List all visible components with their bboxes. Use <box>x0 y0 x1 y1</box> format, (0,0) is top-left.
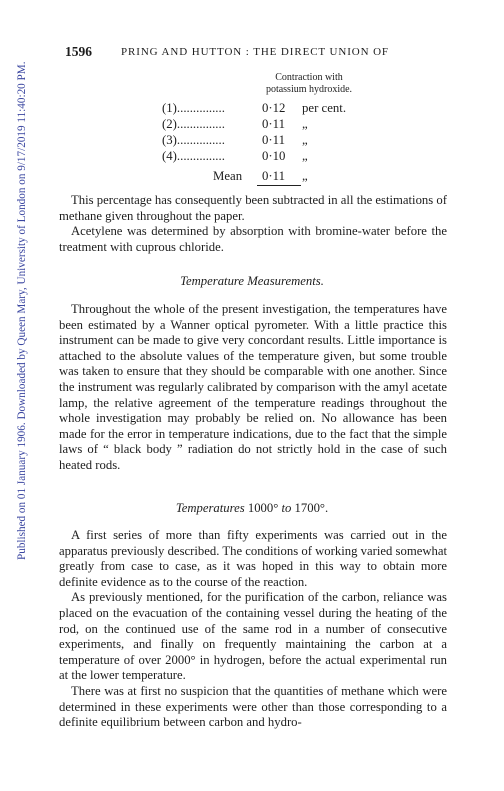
mean-unit: „ <box>302 169 308 183</box>
paragraph: This percentage has consequently been subtracted in all the estimations of methane given throughout the paper. <box>59 193 447 223</box>
running-head: PRING AND HUTTON : THE DIRECT UNION OF <box>121 46 389 58</box>
intro-paragraphs <box>59 193 447 255</box>
paragraph: Throughout the whole of the present investigation, the temperatures have been estimated by a Wanner optical pyrometer. With a little practice this instrument can be made to give very concordant results. Little importance is attached to the absolute values of the temperature given, but some trouble was taken to ensure that they should be comparable with one another. Since the instrument was regularly calibrated by comparison with the amyl acetate lamp, the relative agreement of the temperature readings throughout the whole investigation may probably be relied on. No allowance has been made for the error in temperature indications, due to the fact that the simple laws of “ black body ” radiation do not strictly hold in the case of such heated rods. <box>59 302 447 472</box>
paragraph: There was at first no suspicion that the quantities of methane which were determined in these experiments were other than those corresponding to a definite equilibrium between carbon and hydro- <box>59 683 447 730</box>
mean-row <box>0 169 504 185</box>
table-header-line-1: Contraction with <box>275 72 343 83</box>
row-unit: „ <box>302 149 308 163</box>
paragraph: A first series of more than fifty experiments was carried out in the apparatus previously described. The conditions of working varied somewhat greatly from case to case, as it was hoped in this way to obtain more definite evidence as to the course of the reaction. <box>59 528 447 589</box>
paragraph: As previously mentioned, for the purification of the carbon, reliance was placed on the evacuation of the containing vessel during the heating of the rod, on the continued use of the same rod in a number of consecutive experiments, and finally on frequently maintaining the carbon at a temperature of over 2000° in hydrogen, before the actual experimental run at the lower temperature. <box>59 590 447 683</box>
subsection-heading <box>0 501 504 516</box>
table-row <box>0 149 504 165</box>
row-value: 0·12 <box>262 101 286 115</box>
heading-from: 1000° <box>247 501 279 515</box>
row-value: 0·11 <box>262 133 285 147</box>
row-unit: „ <box>302 117 308 131</box>
section-heading: Temperature Measurements. <box>180 274 324 288</box>
table-header-line-2: potassium hydroxide. <box>265 83 353 95</box>
row-label: (2)............... <box>162 117 225 131</box>
paragraph: Acetylene was determined by absorption with bromine-water before the treatment with cuprous chloride. <box>59 224 447 254</box>
mean-value: 0·11 <box>262 169 285 183</box>
table-column-header <box>250 72 368 95</box>
row-value: 0·11 <box>262 117 285 131</box>
experiments-paragraphs <box>59 528 447 731</box>
heading-word: Temperatures <box>175 501 245 515</box>
table-row <box>0 133 504 149</box>
row-label: (1)............... <box>162 101 225 115</box>
measurements-paragraph <box>59 302 447 474</box>
row-label: (4)............... <box>162 149 225 163</box>
mean-label: Mean <box>213 169 243 183</box>
page-header <box>65 44 462 62</box>
heading-to: 1700°. <box>294 501 329 515</box>
table-row <box>0 117 504 133</box>
row-label: (3)............... <box>162 133 225 147</box>
download-watermark-text: Published on 01 January 1906. Downloaded by Queen Mary, University of London on 9/17/2019 11:40:20 PM. <box>16 61 28 560</box>
table-row <box>0 101 504 117</box>
sum-rule <box>257 185 301 186</box>
page-number: 1596 <box>65 44 92 59</box>
row-unit: per cent. <box>302 101 347 115</box>
heading-to-word: to <box>281 501 292 515</box>
row-value: 0·10 <box>262 149 286 163</box>
row-unit: „ <box>302 133 308 147</box>
